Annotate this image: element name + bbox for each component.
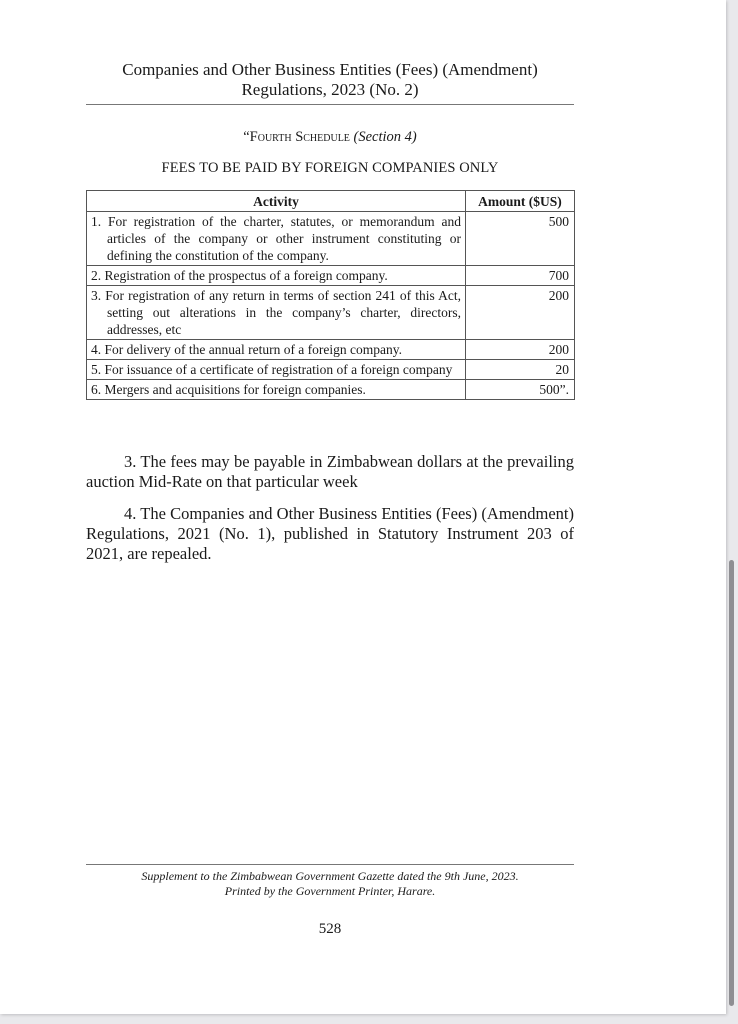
activity-cell: 4. For delivery of the annual return of a foreign company.: [87, 340, 466, 360]
paragraph-3: 3. The fees may be payable in Zimbabwean dollars at the prevailing auction Mid-Rate on that particular week: [86, 452, 574, 491]
header-title-line-2: Regulations, 2023 (No. 2): [241, 80, 419, 99]
amount-cell: 20: [466, 360, 575, 380]
table-row: [87, 266, 575, 286]
amount-cell: 500: [466, 212, 575, 266]
activity-cell: 6. Mergers and acquisitions for foreign companies.: [87, 380, 466, 400]
vertical-scrollbar-thumb[interactable]: [729, 560, 734, 1006]
footer-line-2: Printed by the Government Printer, Harare.: [224, 884, 436, 898]
activity-cell: 3. For registration of any return in terms of section 241 of this Act, setting out alterations in the company’s charter, directors, addresses, etc: [87, 286, 466, 340]
amount-cell: 500”.: [466, 380, 575, 400]
header-divider: [86, 104, 574, 105]
amount-cell: 700: [466, 266, 575, 286]
fees-table: [86, 190, 575, 400]
column-header-amount: Amount ($US): [466, 191, 575, 212]
table-row: [87, 212, 575, 266]
amount-cell: 200: [466, 340, 575, 360]
page-number: 528: [318, 921, 342, 937]
schedule-open-quote: “: [243, 129, 250, 145]
fees-heading: FEES TO BE PAID BY FOREIGN COMPANIES ONLY: [161, 160, 499, 176]
table-row: [87, 340, 575, 360]
footer-divider: [86, 864, 574, 865]
activity-cell: 2. Registration of the prospectus of a foreign company.: [87, 266, 466, 286]
schedule-name: Fourth Schedule: [249, 129, 350, 145]
schedule-section-ref: (Section 4): [353, 129, 417, 145]
schedule-heading: [86, 128, 574, 146]
amount-cell: 200: [466, 286, 575, 340]
paragraph-4: 4. The Companies and Other Business Entities (Fees) (Amendment) Regulations, 2021 (No. 1), published in Statutory Instrument 203 of 2021, are repealed.: [86, 504, 574, 563]
activity-cell: 1. For registration of the charter, statutes, or memorandum and articles of the company or other instrument constituting or defining the constitution of the company.: [87, 212, 466, 266]
document-header-title: [86, 60, 574, 100]
footer-line-1: Supplement to the Zimbabwean Government Gazette dated the 9th June, 2023.: [141, 869, 519, 883]
table-row: [87, 360, 575, 380]
table-row: [87, 286, 575, 340]
activity-cell: 5. For issuance of a certificate of registration of a foreign company: [87, 360, 466, 380]
column-header-activity: Activity: [87, 191, 466, 212]
table-header-row: [87, 191, 575, 212]
footer-note: [86, 869, 574, 899]
header-title-line-1: Companies and Other Business Entities (Fees) (Amendment): [122, 60, 538, 79]
table-row: [87, 380, 575, 400]
